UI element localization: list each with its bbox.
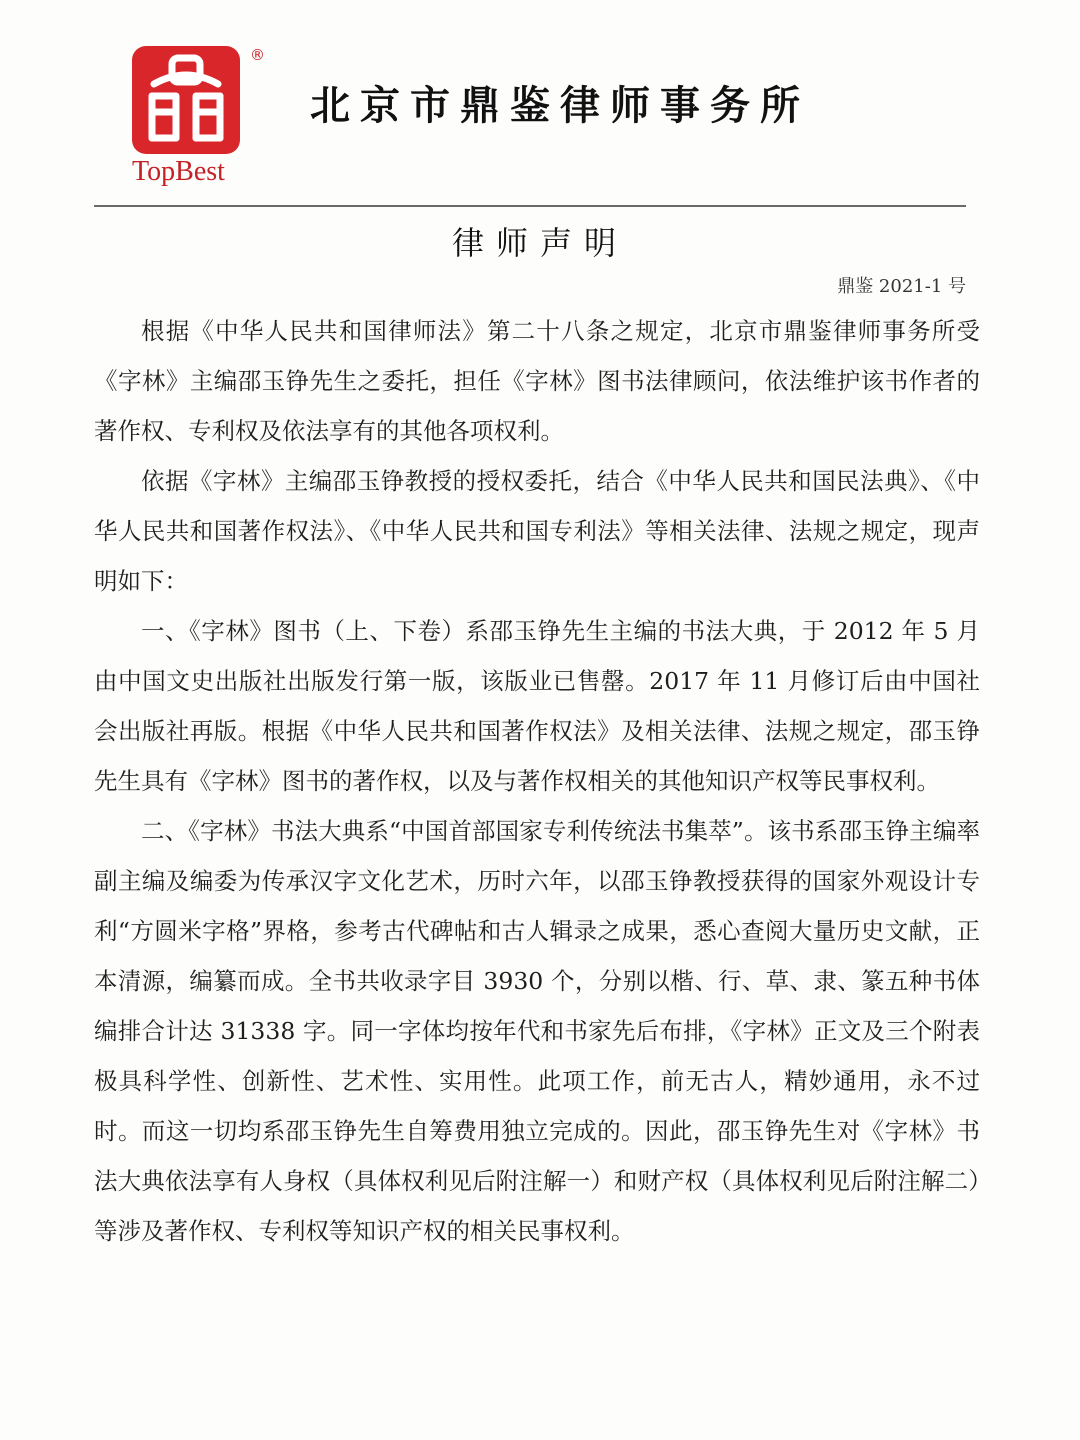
document-title: 律师声明: [451, 224, 628, 262]
body-paragraph: 一、《字林》图书（上、下卷）系邵玉铮先生主编的书法大典，于 2012 年 5 月由中国文史出版社出版发行第一版，该版业已售罄。2017 年 11 月修订后由中国社会出版社再版。根据《中华人民共和国著作权法》及相关法律、法规之规定，邵玉铮先生具有《字林》图书的著作权，以及与著作权相关的其他知识产权等民事权利。: [94, 617, 980, 795]
document-number: 鼎鉴 2021-1 号: [837, 276, 966, 297]
body-paragraph: 二、《字林》书法大典系“中国首部国家专利传统法书集萃”。该书系邵玉铮主编率副主编及编委为传承汉字文化艺术，历时六年，以邵玉铮教授获得的国家外观设计专利“方圆米字格”界格，参考古代碑帖和古人辑录之成果，悉心查阅大量历史文献，正本清源，编纂而成。全书共收录字目 3930 个，分别以楷、行、草、隶、篆五种书体编排合计达 31338 字。同一字体均按年代和书家先后布排，《字林》正文及三个附表极具科学性、创新性、艺术性、实用性。此项工作，前无古人，精妙通用，永不过时。而这一切均系邵玉铮先生自筹费用独立完成的。因此，邵玉铮先生对《字林》书法大典依法享有人身权（具体权利见后附注解一）和财产权（具体权利见后附注解二）等涉及著作权、专利权等知识产权的相关民事权利。: [94, 817, 980, 1245]
firm-name: 北京市鼎鉴律师事务所: [310, 83, 810, 129]
logo-wordmark: TopBest: [132, 156, 225, 187]
body-paragraph: 依据《字林》主编邵玉铮教授的授权委托，结合《中华人民共和国民法典》、《中华人民共和国著作权法》、《中华人民共和国专利法》等相关法律、法规之规定，现声明如下：: [94, 467, 980, 595]
registered-trademark-mark: ®: [250, 46, 265, 64]
letterhead-divider: [94, 205, 966, 207]
body-paragraph: 根据《中华人民共和国律师法》第二十八条之规定，北京市鼎鉴律师事务所受《字林》主编邵玉铮先生之委托，担任《字林》图书法律顾问，依法维护该书作者的著作权、专利权及依法享有的其他各项权利。: [94, 317, 980, 445]
ding-logo-icon: [132, 46, 240, 154]
firm-logo: [132, 46, 265, 192]
document-body: [94, 306, 980, 1256]
